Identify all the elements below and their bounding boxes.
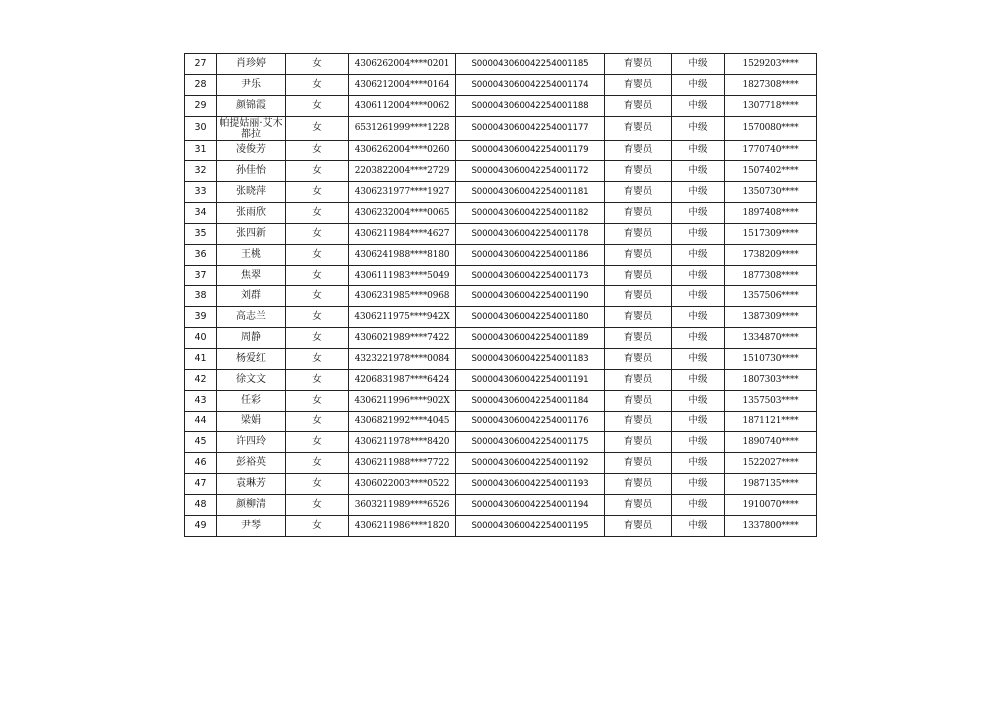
phone-cell: 1357506**** [725, 286, 817, 307]
row-number-cell: 29 [185, 95, 217, 116]
sex-cell: 女 [286, 182, 349, 203]
table-row [185, 116, 817, 140]
occupation-cell: 育婴员 [605, 390, 672, 411]
name-cell: 梁娟 [217, 411, 286, 432]
phone-cell: 1522027**** [725, 453, 817, 474]
sex-cell: 女 [286, 54, 349, 75]
level-cell: 中级 [672, 307, 725, 328]
sex-cell: 女 [286, 161, 349, 182]
sex-cell: 女 [286, 74, 349, 95]
level-cell: 中级 [672, 369, 725, 390]
table-row [185, 161, 817, 182]
id-number-cell: 4306211975****942X [349, 307, 456, 328]
occupation-cell: 育婴员 [605, 432, 672, 453]
row-number-cell: 31 [185, 140, 217, 161]
table-row [185, 390, 817, 411]
phone-cell: 1890740**** [725, 432, 817, 453]
name-cell: 尹琴 [217, 515, 286, 536]
sex-cell: 女 [286, 307, 349, 328]
row-number-cell: 43 [185, 390, 217, 411]
table-row [185, 328, 817, 349]
certificate-number-cell: S000043060042254001195 [456, 515, 605, 536]
table-row [185, 265, 817, 286]
id-number-cell: 4306112004****0062 [349, 95, 456, 116]
certificate-number-cell: S000043060042254001188 [456, 95, 605, 116]
phone-cell: 1827308**** [725, 74, 817, 95]
row-number-cell: 39 [185, 307, 217, 328]
table-row [185, 411, 817, 432]
level-cell: 中级 [672, 203, 725, 224]
id-number-cell: 4306262004****0260 [349, 140, 456, 161]
name-cell: 肖珍婷 [217, 54, 286, 75]
table-row [185, 54, 817, 75]
certificate-number-cell: S000043060042254001194 [456, 494, 605, 515]
name-cell: 颜锦霞 [217, 95, 286, 116]
name-cell: 许四玲 [217, 432, 286, 453]
row-number-cell: 28 [185, 74, 217, 95]
sex-cell: 女 [286, 95, 349, 116]
id-number-cell: 4306241988****8180 [349, 244, 456, 265]
table-row [185, 182, 817, 203]
id-number-cell: 4306211988****7722 [349, 453, 456, 474]
certificate-number-cell: S000043060042254001190 [456, 286, 605, 307]
level-cell: 中级 [672, 432, 725, 453]
roster-body [185, 54, 817, 537]
phone-cell: 1510730**** [725, 348, 817, 369]
phone-cell: 1910070**** [725, 494, 817, 515]
certificate-number-cell: S000043060042254001176 [456, 411, 605, 432]
phone-cell: 1387309**** [725, 307, 817, 328]
certificate-number-cell: S000043060042254001185 [456, 54, 605, 75]
id-number-cell: 4306021989****7422 [349, 328, 456, 349]
name-cell: 张雨欣 [217, 203, 286, 224]
certificate-number-cell: S000043060042254001177 [456, 116, 605, 140]
phone-cell: 1770740**** [725, 140, 817, 161]
phone-cell: 1337800**** [725, 515, 817, 536]
id-number-cell: 4306231977****1927 [349, 182, 456, 203]
level-cell: 中级 [672, 182, 725, 203]
level-cell: 中级 [672, 244, 725, 265]
level-cell: 中级 [672, 453, 725, 474]
level-cell: 中级 [672, 474, 725, 495]
table-row [185, 286, 817, 307]
phone-cell: 1897408**** [725, 203, 817, 224]
table-row [185, 74, 817, 95]
row-number-cell: 49 [185, 515, 217, 536]
phone-cell: 1334870**** [725, 328, 817, 349]
name-cell: 尹乐 [217, 74, 286, 95]
name-cell: 彭裕英 [217, 453, 286, 474]
name-cell: 周静 [217, 328, 286, 349]
sex-cell: 女 [286, 223, 349, 244]
occupation-cell: 育婴员 [605, 515, 672, 536]
certificate-number-cell: S000043060042254001180 [456, 307, 605, 328]
sex-cell: 女 [286, 515, 349, 536]
table-row [185, 474, 817, 495]
phone-cell: 1987135**** [725, 474, 817, 495]
name-cell: 袁琳芳 [217, 474, 286, 495]
level-cell: 中级 [672, 74, 725, 95]
occupation-cell: 育婴员 [605, 348, 672, 369]
table-row [185, 223, 817, 244]
name-cell: 张晓萍 [217, 182, 286, 203]
level-cell: 中级 [672, 494, 725, 515]
id-number-cell: 2203822004****2729 [349, 161, 456, 182]
certificate-number-cell: S000043060042254001193 [456, 474, 605, 495]
sex-cell: 女 [286, 348, 349, 369]
level-cell: 中级 [672, 411, 725, 432]
sex-cell: 女 [286, 203, 349, 224]
name-cell: 王桃 [217, 244, 286, 265]
sex-cell: 女 [286, 494, 349, 515]
row-number-cell: 35 [185, 223, 217, 244]
id-number-cell: 4306211978****8420 [349, 432, 456, 453]
table-row [185, 369, 817, 390]
name-cell: 任彩 [217, 390, 286, 411]
occupation-cell: 育婴员 [605, 286, 672, 307]
level-cell: 中级 [672, 348, 725, 369]
name-cell: 颜柳清 [217, 494, 286, 515]
certificate-number-cell: S000043060042254001182 [456, 203, 605, 224]
id-number-cell: 6531261999****1228 [349, 116, 456, 140]
level-cell: 中级 [672, 161, 725, 182]
phone-cell: 1807303**** [725, 369, 817, 390]
occupation-cell: 育婴员 [605, 140, 672, 161]
row-number-cell: 40 [185, 328, 217, 349]
roster-table [184, 53, 817, 537]
occupation-cell: 育婴员 [605, 54, 672, 75]
level-cell: 中级 [672, 95, 725, 116]
row-number-cell: 37 [185, 265, 217, 286]
row-number-cell: 32 [185, 161, 217, 182]
occupation-cell: 育婴员 [605, 453, 672, 474]
certificate-number-cell: S000043060042254001174 [456, 74, 605, 95]
level-cell: 中级 [672, 328, 725, 349]
sex-cell: 女 [286, 411, 349, 432]
certificate-number-cell: S000043060042254001183 [456, 348, 605, 369]
sex-cell: 女 [286, 474, 349, 495]
occupation-cell: 育婴员 [605, 494, 672, 515]
row-number-cell: 42 [185, 369, 217, 390]
occupation-cell: 育婴员 [605, 307, 672, 328]
row-number-cell: 45 [185, 432, 217, 453]
id-number-cell: 4306211986****1820 [349, 515, 456, 536]
row-number-cell: 38 [185, 286, 217, 307]
phone-cell: 1871121**** [725, 411, 817, 432]
row-number-cell: 47 [185, 474, 217, 495]
occupation-cell: 育婴员 [605, 244, 672, 265]
certificate-number-cell: S000043060042254001191 [456, 369, 605, 390]
phone-cell: 1738209**** [725, 244, 817, 265]
level-cell: 中级 [672, 223, 725, 244]
name-cell: 杨爱红 [217, 348, 286, 369]
name-cell: 焦翠 [217, 265, 286, 286]
sex-cell: 女 [286, 369, 349, 390]
phone-cell: 1307718**** [725, 95, 817, 116]
table-row [185, 515, 817, 536]
name-cell: 帕提姑丽·艾木都拉 [217, 116, 286, 140]
level-cell: 中级 [672, 390, 725, 411]
phone-cell: 1517309**** [725, 223, 817, 244]
row-number-cell: 36 [185, 244, 217, 265]
row-number-cell: 33 [185, 182, 217, 203]
certificate-number-cell: S000043060042254001186 [456, 244, 605, 265]
certificate-number-cell: S000043060042254001184 [456, 390, 605, 411]
row-number-cell: 34 [185, 203, 217, 224]
row-number-cell: 27 [185, 54, 217, 75]
sex-cell: 女 [286, 116, 349, 140]
occupation-cell: 育婴员 [605, 161, 672, 182]
id-number-cell: 4306262004****0201 [349, 54, 456, 75]
name-cell: 高志兰 [217, 307, 286, 328]
occupation-cell: 育婴员 [605, 203, 672, 224]
id-number-cell: 4306111983****5049 [349, 265, 456, 286]
occupation-cell: 育婴员 [605, 74, 672, 95]
certificate-number-cell: S000043060042254001181 [456, 182, 605, 203]
sex-cell: 女 [286, 432, 349, 453]
name-cell: 张四新 [217, 223, 286, 244]
id-number-cell: 4306211984****4627 [349, 223, 456, 244]
name-cell: 徐文文 [217, 369, 286, 390]
name-cell: 孙佳怡 [217, 161, 286, 182]
sex-cell: 女 [286, 390, 349, 411]
level-cell: 中级 [672, 54, 725, 75]
name-cell: 凌俊芳 [217, 140, 286, 161]
phone-cell: 1570080**** [725, 116, 817, 140]
certificate-number-cell: S000043060042254001178 [456, 223, 605, 244]
level-cell: 中级 [672, 116, 725, 140]
sex-cell: 女 [286, 140, 349, 161]
occupation-cell: 育婴员 [605, 95, 672, 116]
occupation-cell: 育婴员 [605, 328, 672, 349]
id-number-cell: 4306232004****0065 [349, 203, 456, 224]
phone-cell: 1529203**** [725, 54, 817, 75]
table-row [185, 244, 817, 265]
sex-cell: 女 [286, 244, 349, 265]
occupation-cell: 育婴员 [605, 223, 672, 244]
table-row [185, 203, 817, 224]
certificate-number-cell: S000043060042254001172 [456, 161, 605, 182]
phone-cell: 1350730**** [725, 182, 817, 203]
level-cell: 中级 [672, 140, 725, 161]
level-cell: 中级 [672, 265, 725, 286]
id-number-cell: 3603211989****6526 [349, 494, 456, 515]
occupation-cell: 育婴员 [605, 265, 672, 286]
table-row [185, 432, 817, 453]
id-number-cell: 4306022003****0522 [349, 474, 456, 495]
table-row [185, 494, 817, 515]
row-number-cell: 46 [185, 453, 217, 474]
sex-cell: 女 [286, 453, 349, 474]
certificate-number-cell: S000043060042254001192 [456, 453, 605, 474]
phone-cell: 1507402**** [725, 161, 817, 182]
id-number-cell: 4306212004****0164 [349, 74, 456, 95]
row-number-cell: 30 [185, 116, 217, 140]
certificate-number-cell: S000043060042254001189 [456, 328, 605, 349]
occupation-cell: 育婴员 [605, 474, 672, 495]
occupation-cell: 育婴员 [605, 116, 672, 140]
id-number-cell: 4306231985****0968 [349, 286, 456, 307]
certificate-number-cell: S000043060042254001175 [456, 432, 605, 453]
row-number-cell: 44 [185, 411, 217, 432]
table-row [185, 95, 817, 116]
name-cell: 刘群 [217, 286, 286, 307]
id-number-cell: 4306821992****4045 [349, 411, 456, 432]
id-number-cell: 4306211996****902X [349, 390, 456, 411]
table-row [185, 307, 817, 328]
certificate-number-cell: S000043060042254001173 [456, 265, 605, 286]
phone-cell: 1877308**** [725, 265, 817, 286]
occupation-cell: 育婴员 [605, 369, 672, 390]
table-row [185, 348, 817, 369]
table-row [185, 140, 817, 161]
level-cell: 中级 [672, 286, 725, 307]
sex-cell: 女 [286, 265, 349, 286]
sex-cell: 女 [286, 286, 349, 307]
table-row [185, 453, 817, 474]
id-number-cell: 4206831987****6424 [349, 369, 456, 390]
phone-cell: 1357503**** [725, 390, 817, 411]
occupation-cell: 育婴员 [605, 182, 672, 203]
level-cell: 中级 [672, 515, 725, 536]
row-number-cell: 48 [185, 494, 217, 515]
id-number-cell: 4323221978****0084 [349, 348, 456, 369]
certificate-number-cell: S000043060042254001179 [456, 140, 605, 161]
sex-cell: 女 [286, 328, 349, 349]
occupation-cell: 育婴员 [605, 411, 672, 432]
row-number-cell: 41 [185, 348, 217, 369]
